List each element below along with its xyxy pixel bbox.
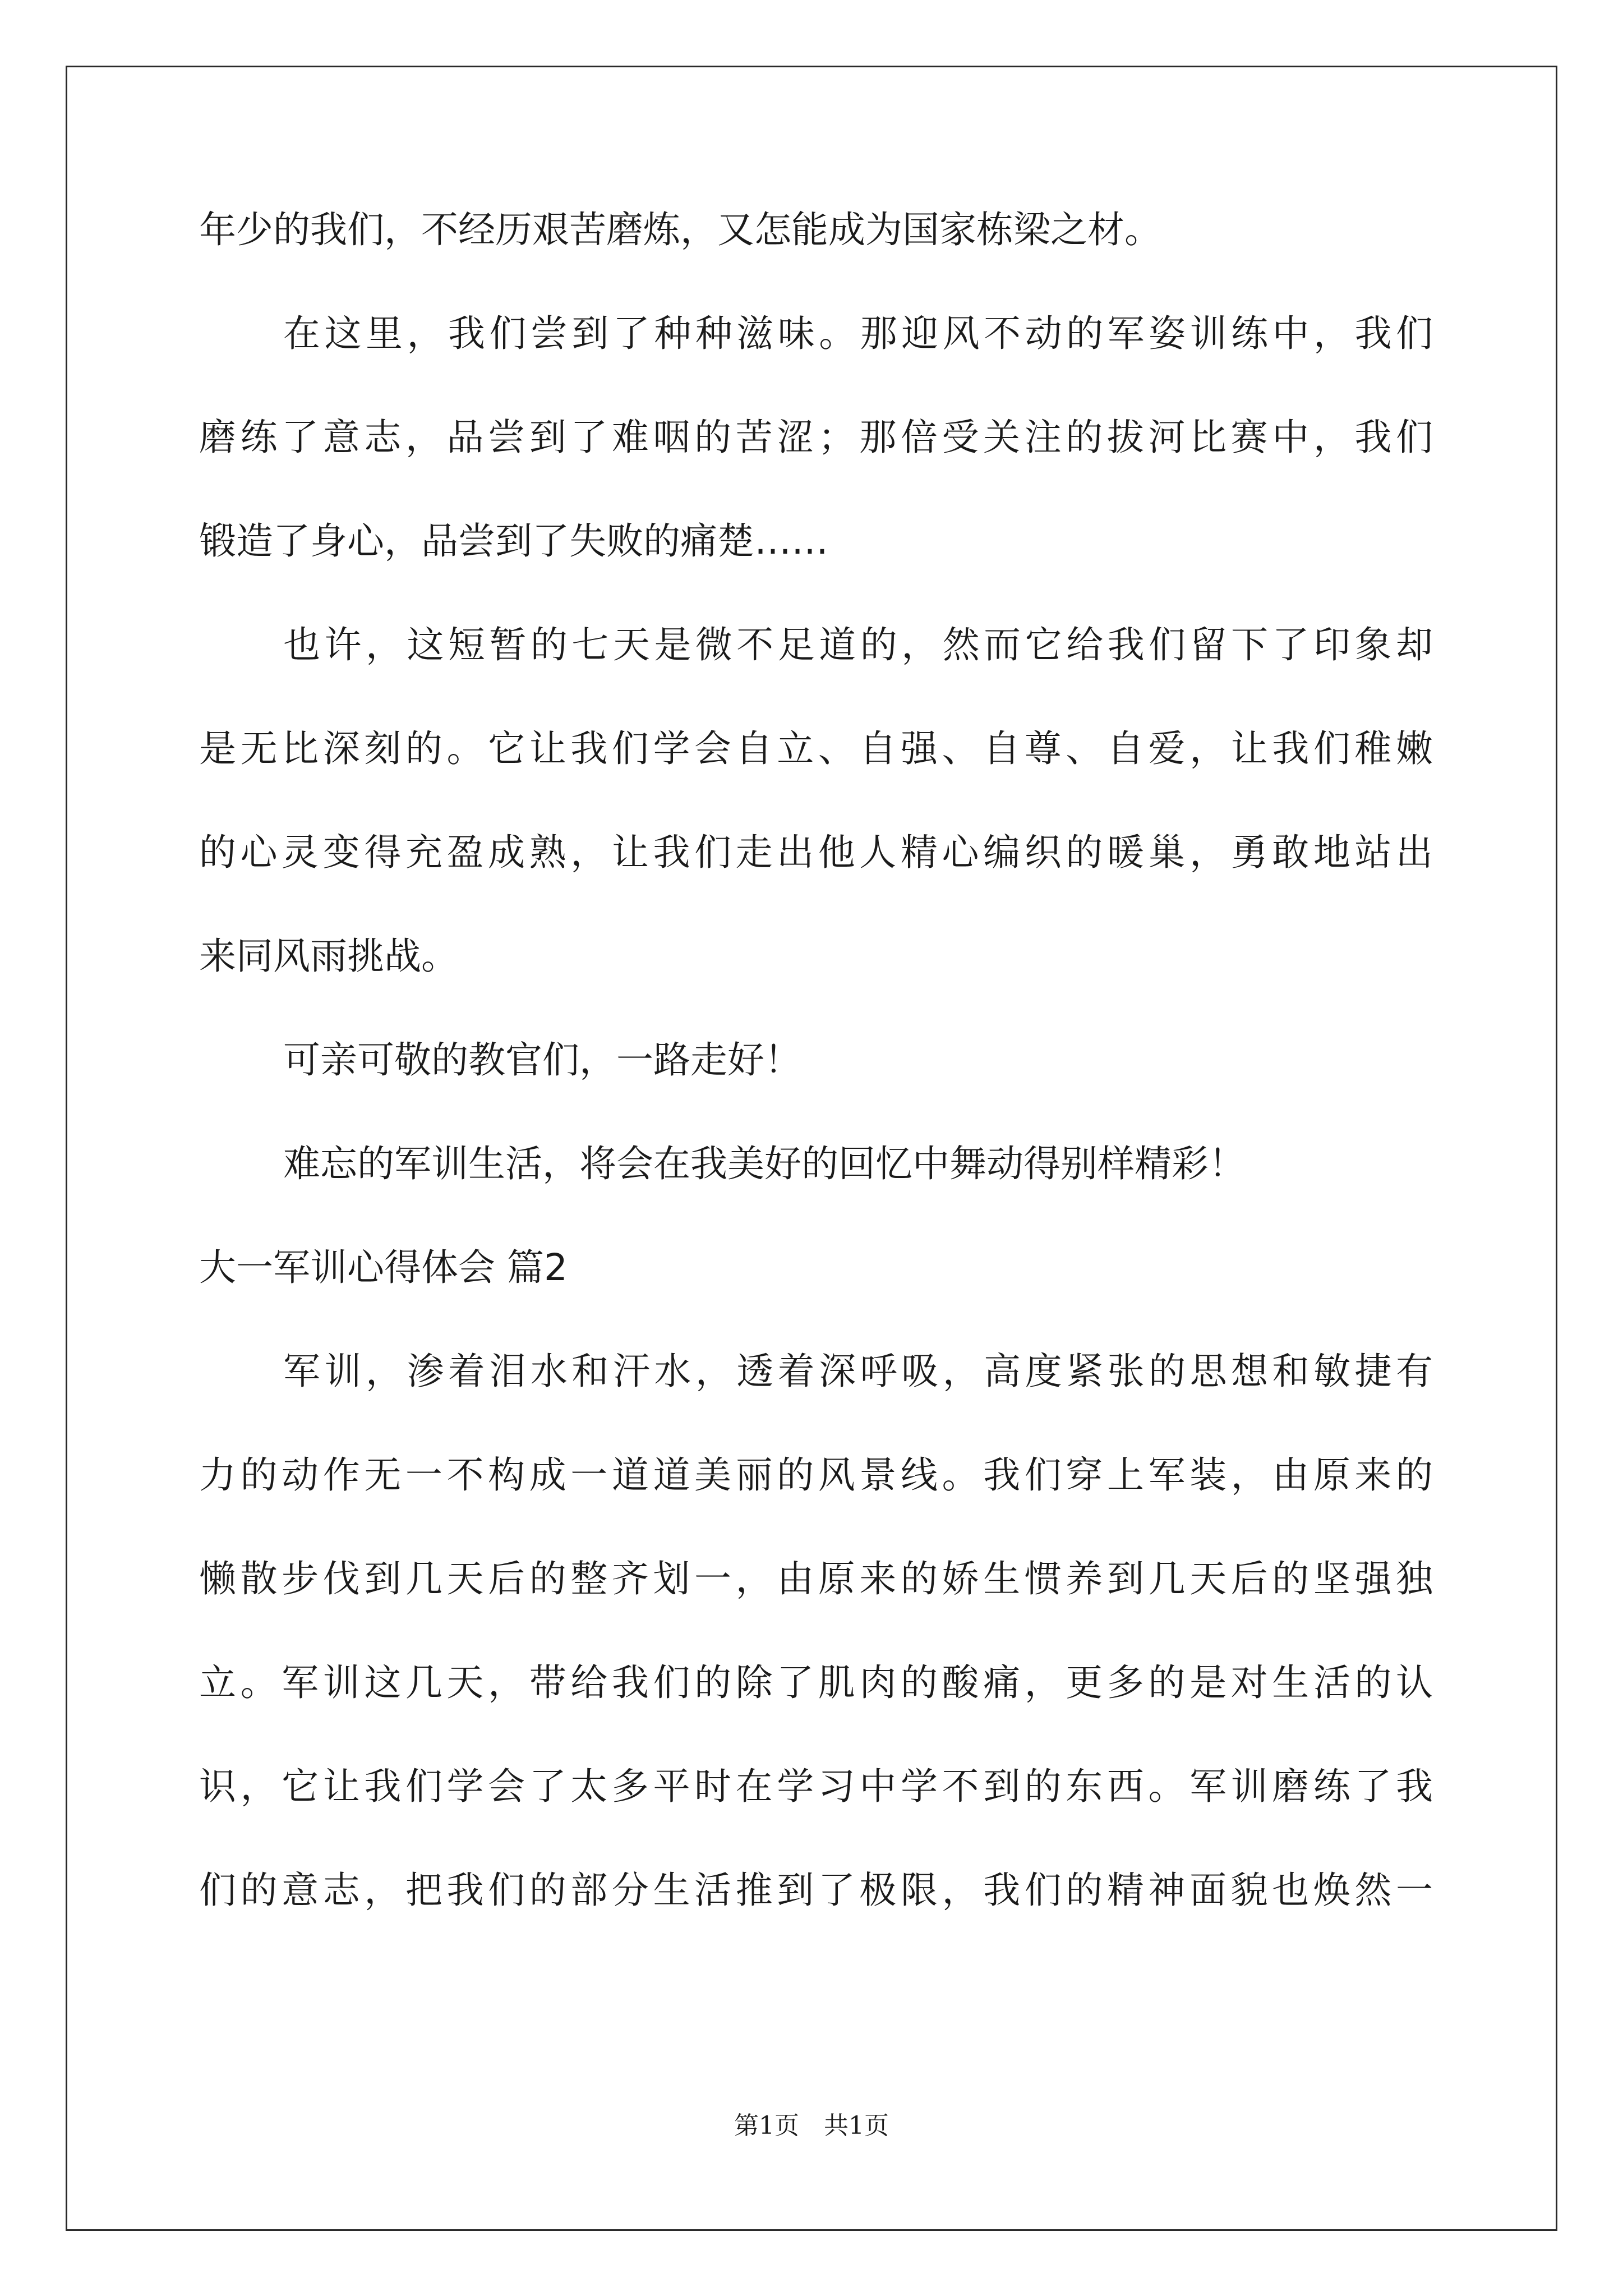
text-line: 力的动作无一不构成一道道美丽的风景线。我们穿上军装，由原来的 (199, 1453, 1433, 1497)
paragraph-first-line: 在这里，我们尝到了种种滋味。那迎风不动的军姿训练中，我们 (283, 312, 1433, 355)
paragraph-first-line: 军训，渗着泪水和汗水，透着深呼吸，高度紧张的思想和敏捷有 (283, 1350, 1433, 1393)
text-line: 锻造了身心，品尝到了失败的痛楚…… (199, 519, 828, 563)
text-line: 们的意志，把我们的部分生活推到了极限，我们的精神面貌也焕然一 (199, 1869, 1433, 1912)
section-heading: 大一军训心得体会 篇2 (199, 1246, 568, 1289)
page-number-footer: 第1页 共1页 (734, 2111, 889, 2140)
paragraph-first-line: 可亲可敬的教官们，一路走好！ (283, 1038, 801, 1082)
text-line: 立。军训这几天，带给我们的除了肌肉的酸痛，更多的是对生活的认 (199, 1661, 1433, 1704)
paragraph-first-line: 难忘的军训生活，将会在我美好的回忆中舞动得别样精彩！ (283, 1142, 1246, 1185)
text-line: 的心灵变得充盈成熟，让我们走出他人精心编织的暖巢，勇敢地站出 (199, 831, 1433, 874)
text-line: 懒散步伐到几天后的整齐划一，由原来的娇生惯养到几天后的坚强独 (199, 1557, 1433, 1600)
paragraph-first-line: 也许，这短暂的七天是微不足道的，然而它给我们留下了印象却 (283, 623, 1433, 666)
text-line: 年少的我们，不经历艰苦磨炼，又怎能成为国家栋梁之材。 (199, 208, 1161, 251)
text-line: 是无比深刻的。它让我们学会自立、自强、自尊、自爱，让我们稚嫩 (199, 727, 1433, 770)
text-line: 来同风雨挑战。 (199, 935, 458, 978)
text-line: 识，它让我们学会了太多平时在学习中学不到的东西。军训磨练了我 (199, 1765, 1433, 1808)
text-line: 磨练了意志，品尝到了难咽的苦涩；那倍受关注的拔河比赛中，我们 (199, 416, 1433, 459)
